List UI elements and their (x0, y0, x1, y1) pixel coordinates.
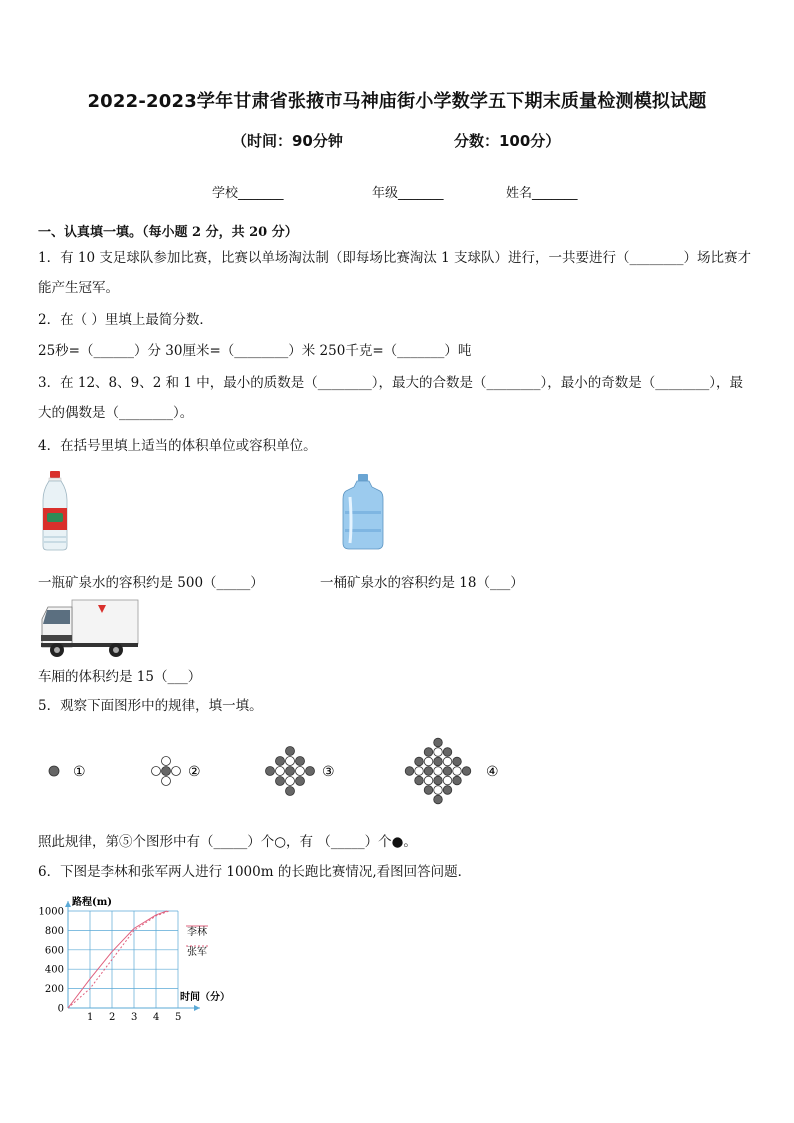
filled-dot (453, 757, 462, 766)
filled-dot (296, 757, 305, 766)
hollow-dot (443, 776, 452, 785)
race-line-chart (30, 893, 250, 1028)
pattern-label-1: ① (73, 764, 86, 780)
x-axis-label: 时间（分） (180, 992, 230, 1003)
filled-dot (434, 776, 443, 785)
filled-dot (415, 776, 424, 785)
filled-dot (405, 767, 414, 776)
pattern-label-4: ④ (486, 764, 499, 780)
filled-dot (296, 777, 305, 786)
question-2-blanks: 25秒=（______）分 30厘米=（________）米 250千克=（_______）吨 (38, 343, 472, 359)
y-tick-label: 1000 (38, 906, 64, 918)
hollow-dot (434, 786, 443, 795)
truck-image (38, 597, 140, 659)
filled-dot (276, 757, 285, 766)
hollow-dot (286, 777, 295, 786)
filled-dot (453, 776, 462, 785)
y-tick-label: 800 (44, 925, 64, 937)
legend-label-lilin: 李林 (187, 927, 207, 938)
y-tick-label: 600 (44, 945, 64, 957)
filled-dot (434, 795, 443, 804)
pattern-4 (405, 738, 471, 804)
filled-dot (415, 757, 424, 766)
water-bottle-image (40, 470, 70, 552)
school-field: 学校_______ (212, 186, 284, 201)
question-5-answer: 照此规律，第⑤个图形中有（_____）个○，有 （_____）个●。 (38, 834, 417, 850)
dot-pattern-figure (40, 728, 510, 824)
section-heading: 一、认真填一填。（每小题 2 分，共 20 分） (38, 225, 298, 240)
pattern-1 (49, 766, 59, 776)
question-4: 4．在括号里填上适当的体积单位或容积单位。 (38, 438, 317, 454)
exam-time: （时间：90分钟 (232, 132, 343, 150)
chart-legend (186, 925, 208, 958)
filled-dot (434, 757, 443, 766)
filled-dot (424, 767, 433, 776)
y-tick-label: 200 (44, 984, 64, 996)
x-tick-label: 5 (175, 1012, 182, 1023)
question-6: 6．下图是李林和张军两人进行 1000m 的长跑比赛情况,看图回答问题． (38, 864, 472, 880)
hollow-dot (296, 767, 305, 776)
question-3: 3．在 12、8、9、2 和 1 中，最小的质数是（________），最大的合数是（________），最小的奇数是（________），最大的偶数是（________）。 (38, 375, 744, 421)
truck-caption: 车厢的体积约是 15（___） (38, 669, 202, 685)
hollow-dot (443, 757, 452, 766)
legend-label-zhangjun: 张军 (187, 947, 207, 958)
filled-dot (443, 767, 452, 776)
bottle-caption: 一瓶矿泉水的容积约是 500（_____） (38, 575, 264, 591)
pattern-3 (266, 747, 315, 796)
hollow-dot (276, 767, 285, 776)
filled-dot (434, 738, 443, 747)
pattern-label-3: ③ (322, 764, 335, 780)
hollow-dot (424, 757, 433, 766)
x-tick-label: 2 (109, 1012, 116, 1023)
filled-dot (424, 786, 433, 795)
hollow-dot (415, 767, 424, 776)
name-field: 姓名_______ (506, 186, 578, 201)
y-axis-label: 路程(m) (72, 897, 113, 908)
hollow-dot (286, 757, 295, 766)
hollow-dot (453, 767, 462, 776)
filled-dot (276, 777, 285, 786)
x-tick-label: 4 (153, 1012, 160, 1023)
water-bucket-image (342, 473, 384, 551)
hollow-dot (424, 776, 433, 785)
chart-ticks (39, 907, 182, 1024)
pattern-label-2: ② (188, 764, 201, 780)
chart-series (68, 911, 169, 1008)
question-5: 5．观察下面图形中的规律，填一填。 (38, 698, 263, 714)
y-axis-arrow (65, 901, 71, 907)
filled-dot (286, 787, 295, 796)
question-1: 1．有 10 支足球队参加比赛，比赛以单场淘汰制（即每场比赛淘汰 1 支球队）进行，一共要进行（________）场比赛才能产生冠军。 (38, 250, 752, 296)
hollow-dot (434, 748, 443, 757)
filled-dot (266, 767, 275, 776)
x-axis-arrow (194, 1005, 200, 1011)
y-tick-label: 400 (44, 964, 64, 976)
filled-dot (286, 767, 295, 776)
series-line-zhangjun (68, 911, 169, 1008)
filled-dot (286, 747, 295, 756)
hollow-dot (434, 767, 443, 776)
x-tick-label: 3 (131, 1012, 138, 1023)
pattern-2 (152, 757, 181, 786)
x-tick-label: 1 (87, 1012, 94, 1023)
exam-score: 分数：100分） (454, 132, 561, 150)
y-tick-label: 0 (57, 1003, 64, 1015)
filled-dot (443, 748, 452, 757)
page-title: 2022-2023学年甘肃省张掖市马神庙街小学数学五下期末质量检测模拟试题 (87, 91, 707, 112)
bucket-caption: 一桶矿泉水的容积约是 18（___） (320, 575, 524, 591)
grade-field: 年级_______ (372, 186, 444, 201)
filled-dot (306, 767, 315, 776)
series-line-lilin (68, 911, 167, 1008)
question-2: 2．在（ ）里填上最简分数． (38, 312, 213, 328)
filled-dot (424, 748, 433, 757)
filled-dot (462, 767, 471, 776)
filled-dot (443, 786, 452, 795)
